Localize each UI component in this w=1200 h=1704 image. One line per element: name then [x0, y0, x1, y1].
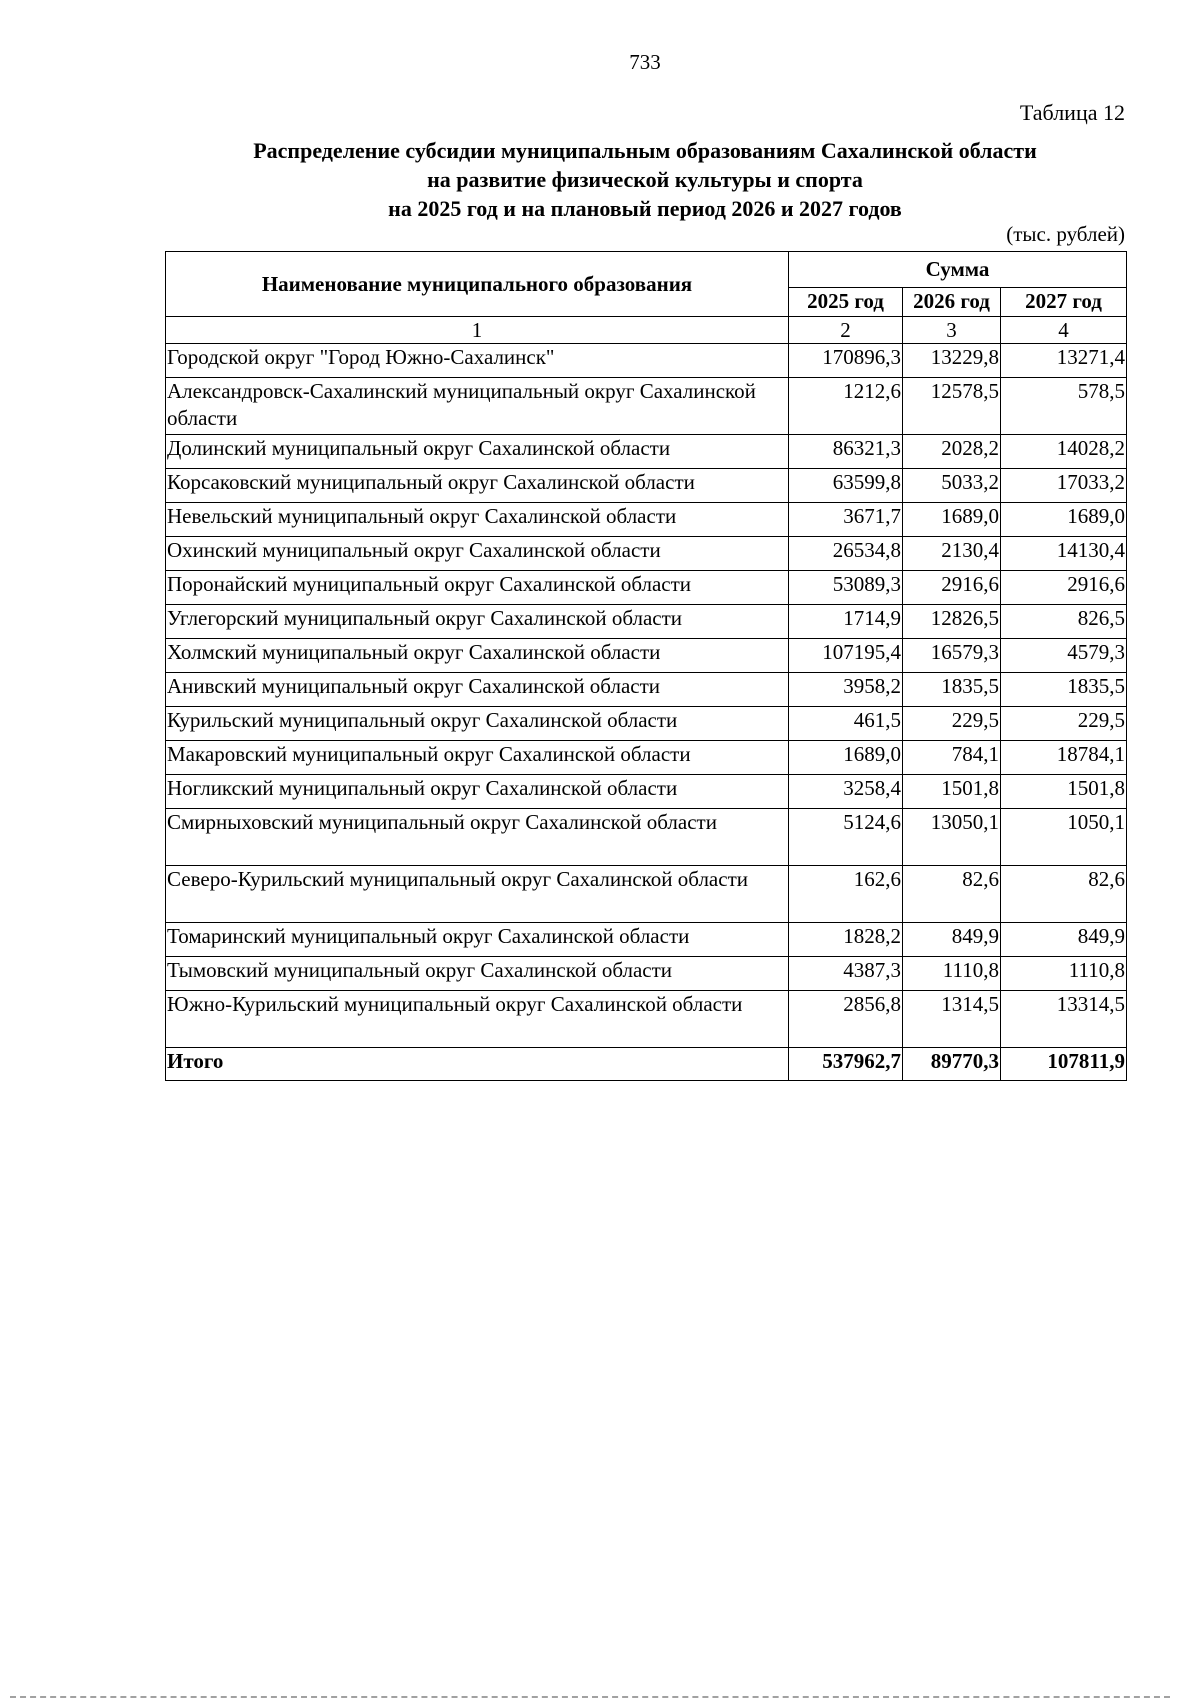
- value-2025: 3958,2: [789, 673, 903, 707]
- value-2025: 1689,0: [789, 741, 903, 775]
- value-2026: 2130,4: [903, 537, 1001, 571]
- total-row: [166, 1048, 1127, 1081]
- table-row: [166, 707, 1127, 741]
- value-2026: 2028,2: [903, 435, 1001, 469]
- table-row: [166, 503, 1127, 537]
- value-2027: 2916,6: [1001, 571, 1127, 605]
- title-line-1: Распределение субсидии муниципальным образованиям Сахалинской области: [253, 138, 1037, 163]
- table-row: [166, 435, 1127, 469]
- subsidy-table: [165, 251, 1127, 1081]
- value-2027: 1689,0: [1001, 503, 1127, 537]
- municipality-name: Невельский муниципальный округ Сахалинской области: [166, 503, 789, 537]
- table-row: [166, 469, 1127, 503]
- total-2026: 89770,3: [903, 1048, 1001, 1081]
- table-row: [166, 866, 1127, 923]
- value-2026: 13229,8: [903, 344, 1001, 378]
- value-2025: 2856,8: [789, 991, 903, 1048]
- value-2025: 4387,3: [789, 957, 903, 991]
- value-2025: 107195,4: [789, 639, 903, 673]
- value-2027: 229,5: [1001, 707, 1127, 741]
- value-2026: 5033,2: [903, 469, 1001, 503]
- value-2027: 82,6: [1001, 866, 1127, 923]
- table-row: [166, 605, 1127, 639]
- municipality-name: Макаровский муниципальный округ Сахалинской области: [166, 741, 789, 775]
- value-2027: 578,5: [1001, 378, 1127, 435]
- municipality-name: Томаринский муниципальный округ Сахалинской области: [166, 923, 789, 957]
- header-year-2027: 2027 год: [1001, 287, 1127, 316]
- total-label: Итого: [166, 1048, 789, 1081]
- municipality-name: Смирныховский муниципальный округ Сахалинской области: [166, 809, 789, 866]
- column-index: 3: [903, 317, 1001, 344]
- table-row: [166, 775, 1127, 809]
- municipality-name: Корсаковский муниципальный округ Сахалинской области: [166, 469, 789, 503]
- value-2026: 1110,8: [903, 957, 1001, 991]
- value-2026: 82,6: [903, 866, 1001, 923]
- scan-edge-artifact: [10, 1696, 1170, 1698]
- table-row: [166, 378, 1127, 435]
- column-index: 1: [166, 317, 789, 344]
- value-2025: 1828,2: [789, 923, 903, 957]
- value-2025: 162,6: [789, 866, 903, 923]
- value-2026: 849,9: [903, 923, 1001, 957]
- value-2027: 18784,1: [1001, 741, 1127, 775]
- municipality-name: Тымовский муниципальный округ Сахалинской области: [166, 957, 789, 991]
- table-row: [166, 673, 1127, 707]
- value-2026: 16579,3: [903, 639, 1001, 673]
- units-label: (тыс. рублей): [1006, 222, 1125, 246]
- table-row: [166, 809, 1127, 866]
- column-index: 4: [1001, 317, 1127, 344]
- municipality-name: Поронайский муниципальный округ Сахалинской области: [166, 571, 789, 605]
- municipality-name: Курильский муниципальный округ Сахалинской области: [166, 707, 789, 741]
- value-2026: 1835,5: [903, 673, 1001, 707]
- column-index: 2: [789, 317, 903, 344]
- value-2026: 784,1: [903, 741, 1001, 775]
- header-year-2026: 2026 год: [903, 287, 1001, 316]
- header-sum: Сумма: [789, 252, 1127, 288]
- column-index-row: [166, 317, 1127, 344]
- table-row: [166, 571, 1127, 605]
- value-2027: 1501,8: [1001, 775, 1127, 809]
- value-2027: 17033,2: [1001, 469, 1127, 503]
- table-row: [166, 344, 1127, 378]
- document-title: [165, 136, 1125, 223]
- value-2027: 14028,2: [1001, 435, 1127, 469]
- municipality-name: Холмский муниципальный округ Сахалинской области: [166, 639, 789, 673]
- title-line-3: на 2025 год и на плановый период 2026 и 2027 годов: [388, 196, 902, 221]
- value-2026: 12578,5: [903, 378, 1001, 435]
- table-row: [166, 957, 1127, 991]
- municipality-name: Долинский муниципальный округ Сахалинской области: [166, 435, 789, 469]
- table-body: [166, 344, 1127, 1048]
- value-2027: 1050,1: [1001, 809, 1127, 866]
- table-row: [166, 991, 1127, 1048]
- total-2025: 537962,7: [789, 1048, 903, 1081]
- municipality-name: Городской округ "Город Южно-Сахалинск": [166, 344, 789, 378]
- value-2026: 1501,8: [903, 775, 1001, 809]
- value-2025: 26534,8: [789, 537, 903, 571]
- value-2025: 53089,3: [789, 571, 903, 605]
- municipality-name: Александровск-Сахалинский муниципальный округ Сахалинской области: [166, 378, 789, 435]
- header-year-2025: 2025 год: [789, 287, 903, 316]
- value-2026: 1689,0: [903, 503, 1001, 537]
- header-name: Наименование муниципального образования: [166, 252, 789, 317]
- value-2027: 14130,4: [1001, 537, 1127, 571]
- total-2027: 107811,9: [1001, 1048, 1127, 1081]
- municipality-name: Южно-Курильский муниципальный округ Сахалинской области: [166, 991, 789, 1048]
- table-row: [166, 537, 1127, 571]
- value-2025: 63599,8: [789, 469, 903, 503]
- value-2027: 1110,8: [1001, 957, 1127, 991]
- value-2027: 13271,4: [1001, 344, 1127, 378]
- page-number: 733: [629, 50, 661, 74]
- value-2027: 826,5: [1001, 605, 1127, 639]
- value-2025: 5124,6: [789, 809, 903, 866]
- value-2025: 170896,3: [789, 344, 903, 378]
- value-2027: 4579,3: [1001, 639, 1127, 673]
- value-2026: 2916,6: [903, 571, 1001, 605]
- table-row: [166, 639, 1127, 673]
- value-2025: 86321,3: [789, 435, 903, 469]
- value-2026: 13050,1: [903, 809, 1001, 866]
- value-2025: 461,5: [789, 707, 903, 741]
- value-2027: 849,9: [1001, 923, 1127, 957]
- value-2027: 13314,5: [1001, 991, 1127, 1048]
- table-label: Таблица 12: [1019, 100, 1125, 125]
- municipality-name: Ногликский муниципальный округ Сахалинской области: [166, 775, 789, 809]
- municipality-name: Охинский муниципальный округ Сахалинской области: [166, 537, 789, 571]
- value-2026: 12826,5: [903, 605, 1001, 639]
- table-row: [166, 923, 1127, 957]
- value-2025: 3258,4: [789, 775, 903, 809]
- value-2026: 229,5: [903, 707, 1001, 741]
- title-line-2: на развитие физической культуры и спорта: [427, 167, 863, 192]
- value-2025: 1212,6: [789, 378, 903, 435]
- value-2026: 1314,5: [903, 991, 1001, 1048]
- value-2025: 1714,9: [789, 605, 903, 639]
- municipality-name: Углегорский муниципальный округ Сахалинской области: [166, 605, 789, 639]
- table-row: [166, 741, 1127, 775]
- municipality-name: Северо-Курильский муниципальный округ Сахалинской области: [166, 866, 789, 923]
- value-2025: 3671,7: [789, 503, 903, 537]
- value-2027: 1835,5: [1001, 673, 1127, 707]
- municipality-name: Анивский муниципальный округ Сахалинской области: [166, 673, 789, 707]
